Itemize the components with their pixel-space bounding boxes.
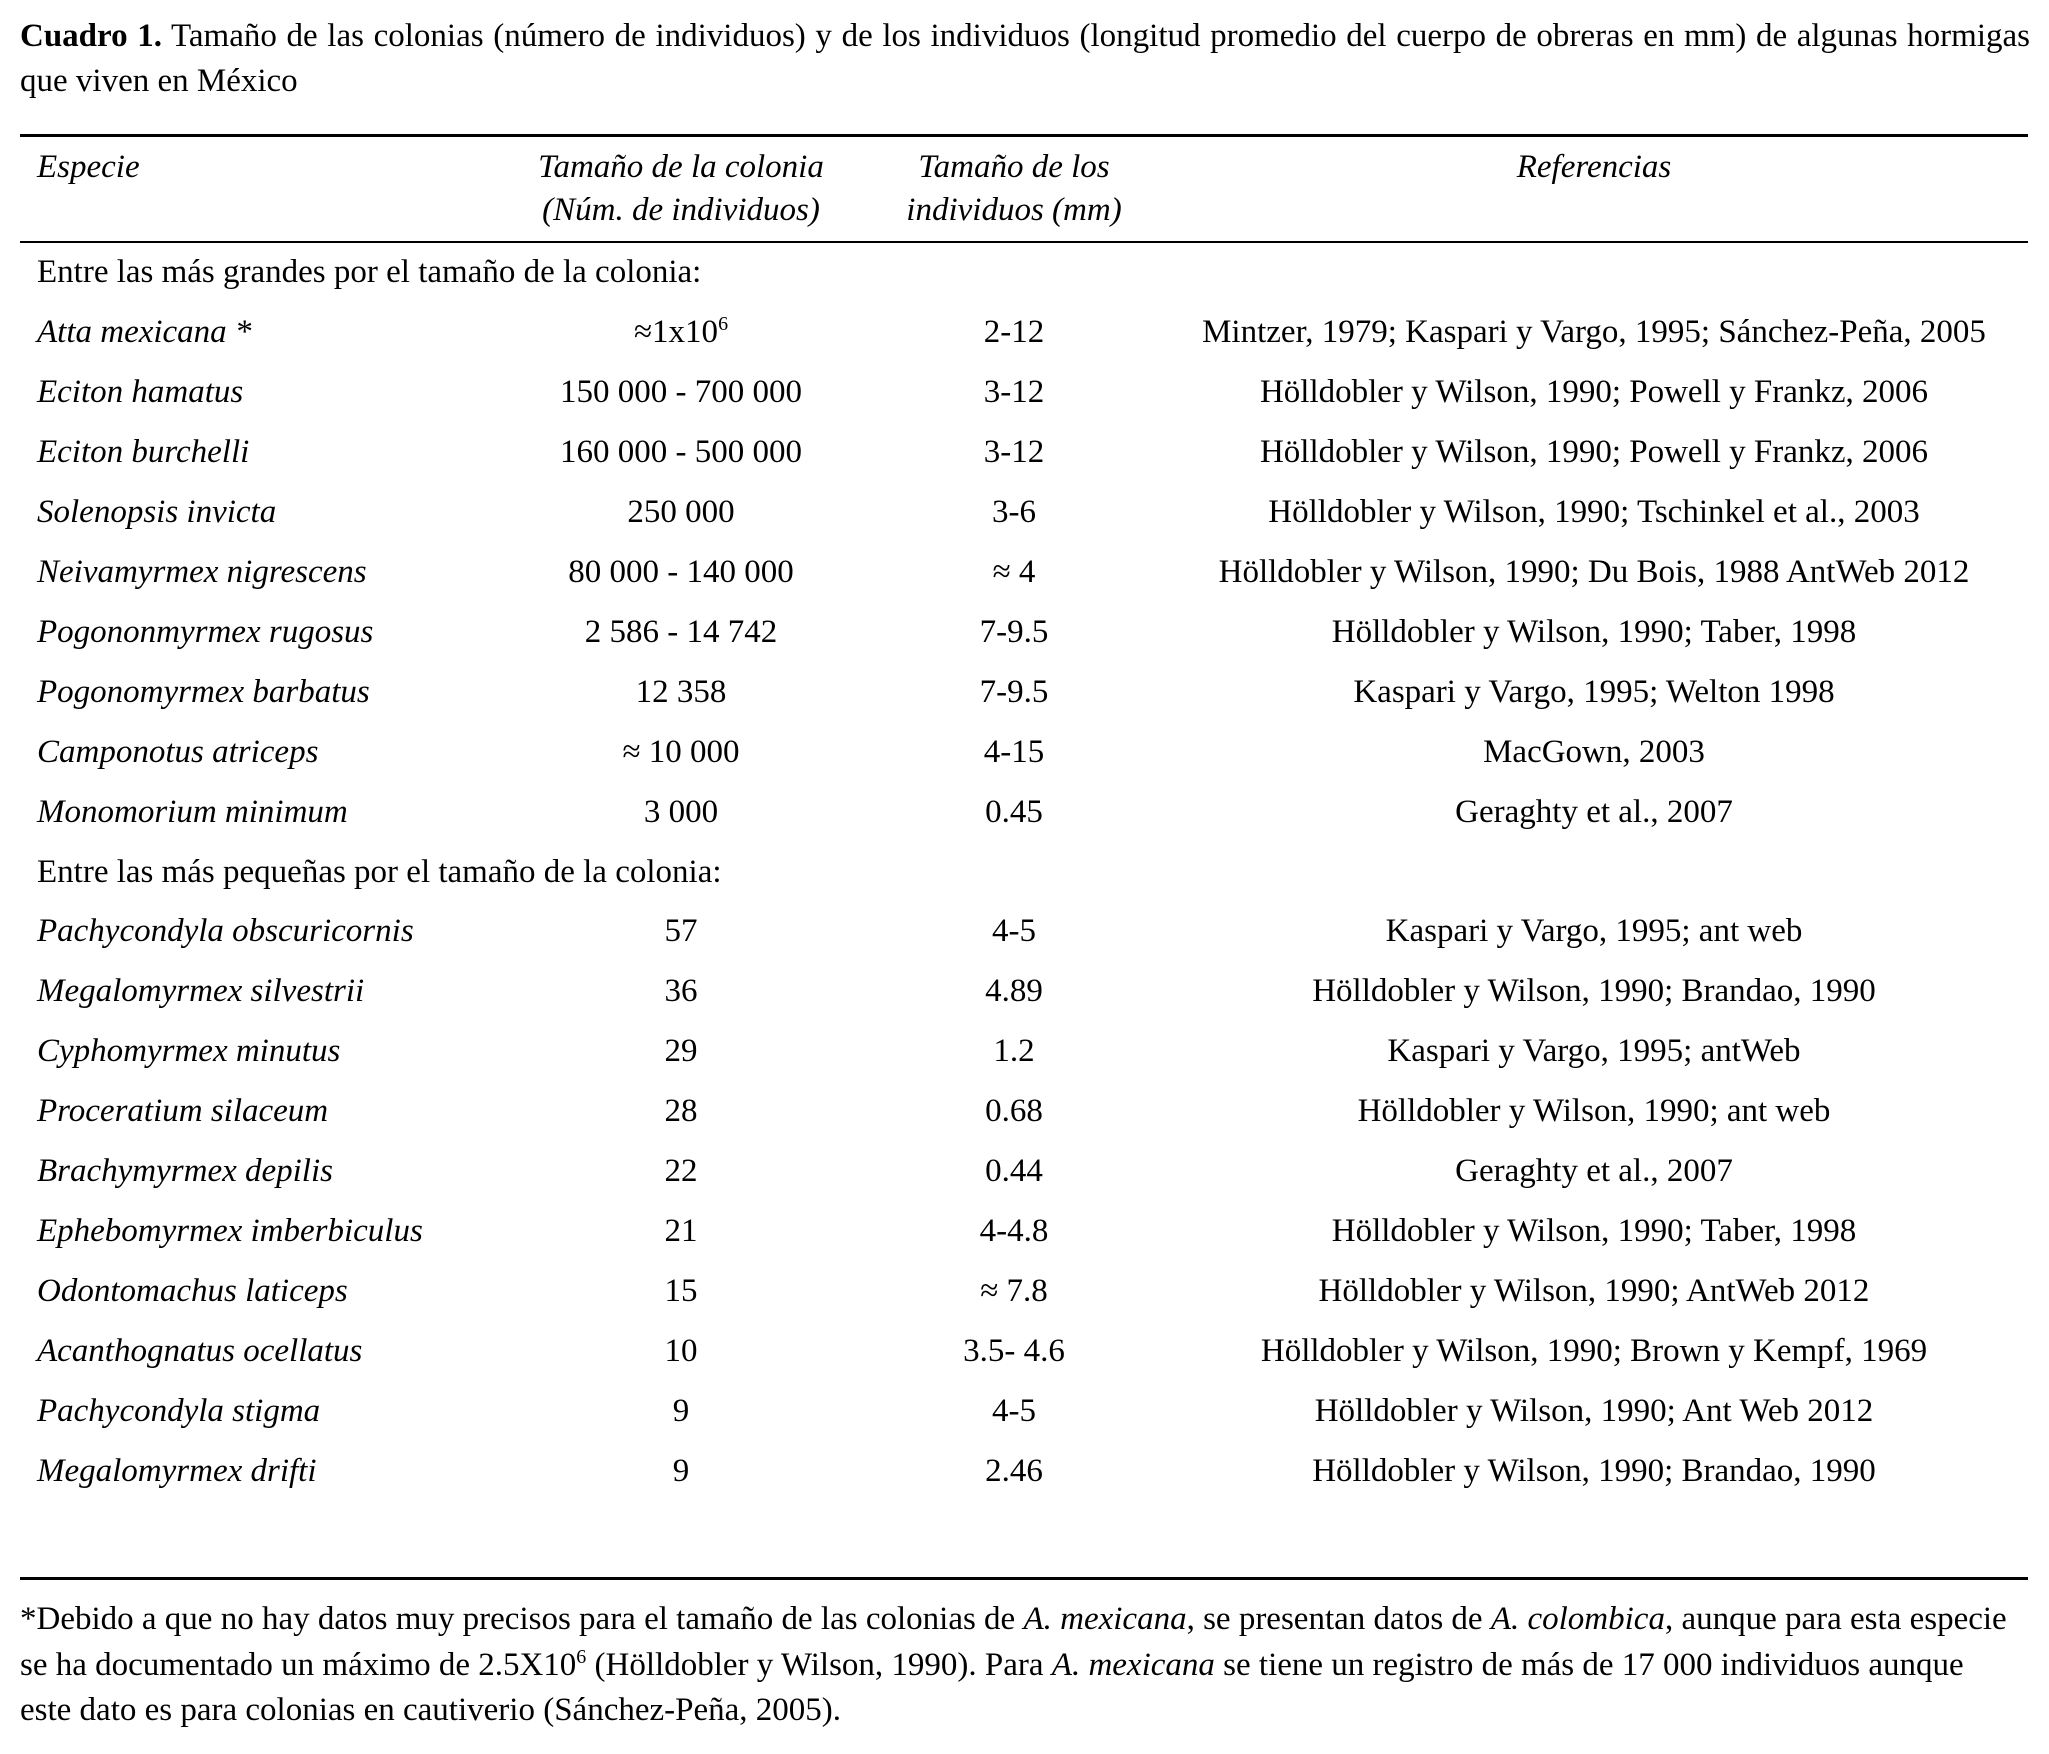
colony-size-cell — [500, 730, 862, 776]
caption-label: Cuadro 1. — [20, 18, 162, 54]
table-row — [0, 909, 2049, 969]
table-row — [0, 310, 2049, 370]
references: Hölldobler y Wilson, 1990; Taber, 1998 — [1331, 1213, 1857, 1249]
species-name: Ephebomyrmex imberbiculus — [37, 1213, 423, 1249]
table-row — [0, 730, 2049, 790]
individual-size: 3-12 — [983, 373, 1045, 410]
species-name: Neivamyrmex nigrescens — [37, 553, 367, 590]
top-rule — [20, 134, 2028, 137]
footnote-text: (Hölldobler y Wilson, 1990). Para — [586, 1646, 1052, 1683]
colony-size-cell — [500, 370, 862, 416]
individual-size: 3.5- 4.6 — [963, 1333, 1065, 1369]
individual-size: 1.2 — [993, 1033, 1035, 1069]
colony-size-value: 57 — [664, 913, 698, 949]
colony-size-value: 10 — [664, 1333, 698, 1369]
references: Hölldobler y Wilson, 1990; ant web — [1357, 1093, 1831, 1129]
table-row — [0, 1149, 2049, 1209]
individual-size: 0.45 — [985, 793, 1043, 830]
header-size-line1: Tamaño de los — [918, 149, 1110, 185]
references: Kaspari y Vargo, 1995; Welton 1998 — [1353, 673, 1835, 710]
references: MacGown, 2003 — [1483, 733, 1705, 770]
table-row — [0, 1389, 2049, 1449]
header-colony-line1: Tamaño de la colonia — [538, 149, 824, 185]
footnote-species: A. colombica — [1490, 1601, 1665, 1637]
references: Geraghty et al., 2007 — [1455, 1153, 1733, 1189]
references: Kaspari y Vargo, 1995; ant web — [1385, 913, 1803, 949]
references: Hölldobler y Wilson, 1990; Ant Web 2012 — [1314, 1393, 1874, 1429]
species-name: Atta mexicana * — [37, 313, 252, 350]
colony-size-value: ≈ 10 000 — [622, 733, 740, 770]
table-row — [0, 1269, 2049, 1329]
individual-size: 4-5 — [992, 913, 1036, 949]
colony-size-cell — [500, 430, 862, 476]
colony-size-value: 80 000 - 140 000 — [568, 553, 794, 590]
footnote-species: A. mexicana — [1023, 1601, 1187, 1637]
table-row — [0, 1329, 2049, 1389]
footnote-exponent: 6 — [576, 1645, 587, 1668]
individual-size: 3-6 — [992, 493, 1036, 530]
colony-size-cell — [500, 1089, 862, 1135]
colony-size-cell — [500, 310, 862, 356]
footnote-species: A. mexicana — [1051, 1646, 1215, 1683]
table-row — [0, 1449, 2049, 1509]
individual-size: ≈ 4 — [992, 553, 1036, 590]
colony-size-exponent: 6 — [718, 312, 729, 335]
references: Hölldobler y Wilson, 1990; Powell y Frankz, 2006 — [1259, 373, 1929, 410]
references: Hölldobler y Wilson, 1990; Powell y Frankz, 2006 — [1259, 433, 1929, 470]
species-name: Eciton burchelli — [37, 433, 250, 470]
species-name: Megalomyrmex drifti — [37, 1453, 317, 1489]
individual-size: 4.89 — [985, 973, 1043, 1009]
footnote-text: , aunque para esta especie se ha documentado un máximo de 2.5X10 — [20, 1601, 2007, 1683]
individual-size: 2-12 — [983, 313, 1045, 350]
table-row — [0, 610, 2049, 670]
species-name: Odontomachus laticeps — [37, 1273, 348, 1309]
colony-size-cell — [500, 1449, 862, 1495]
individual-size: 4-5 — [992, 1393, 1036, 1429]
colony-size-cell — [500, 790, 862, 836]
references: Hölldobler y Wilson, 1990; Du Bois, 1988 AntWeb 2012 — [1218, 553, 1970, 590]
individual-size: 3-12 — [983, 433, 1045, 470]
header-individual-size — [870, 146, 1158, 232]
species-name: Pogononmyrmex rugosus — [37, 613, 374, 650]
colony-size-value: ≈1x10 — [633, 313, 719, 350]
colony-size-value: 3 000 — [643, 793, 719, 830]
colony-size-value: 9 — [672, 1453, 690, 1489]
colony-size-value: 21 — [664, 1213, 698, 1249]
header-references: Referencias — [1516, 149, 1672, 185]
header-species: Especie — [37, 149, 140, 185]
section-heading: Entre las más grandes por el tamaño de la colonia: — [37, 254, 702, 290]
table-row — [0, 1029, 2049, 1089]
references: Hölldobler y Wilson, 1990; Brandao, 1990 — [1312, 1453, 1876, 1489]
references: Hölldobler y Wilson, 1990; Brandao, 1990 — [1312, 973, 1876, 1009]
references: Hölldobler y Wilson, 1990; Tschinkel et al., 2003 — [1268, 493, 1920, 530]
colony-size-value: 36 — [664, 973, 698, 1009]
species-name: Proceratium silaceum — [37, 1093, 329, 1129]
colony-size-value: 29 — [664, 1033, 698, 1069]
footnote-text: , se presentan datos de — [1186, 1601, 1491, 1637]
individual-size: 0.44 — [985, 1153, 1043, 1189]
colony-size-cell — [500, 610, 862, 656]
colony-size-value: 160 000 - 500 000 — [560, 433, 802, 470]
references: Geraghty et al., 2007 — [1455, 793, 1733, 830]
header-size-line2: individuos (mm) — [906, 192, 1122, 228]
section-heading: Entre las más pequeñas por el tamaño de la colonia: — [37, 853, 722, 890]
references: Kaspari y Vargo, 1995; antWeb — [1387, 1033, 1801, 1069]
references: Hölldobler y Wilson, 1990; AntWeb 2012 — [1318, 1273, 1870, 1309]
species-name: Megalomyrmex silvestrii — [37, 973, 365, 1009]
individual-size: 2.46 — [985, 1453, 1043, 1489]
table-row — [0, 1089, 2049, 1149]
colony-size-value: 28 — [664, 1093, 698, 1129]
table-row — [0, 969, 2049, 1029]
individual-size: 7-9.5 — [979, 673, 1049, 710]
species-name: Pachycondyla stigma — [37, 1393, 321, 1429]
header-colony-line2: (Núm. de individuos) — [542, 192, 820, 228]
references: Hölldobler y Wilson, 1990; Taber, 1998 — [1331, 613, 1857, 650]
species-name: Camponotus atriceps — [37, 733, 319, 770]
footnote-text: *Debido a que no hay datos muy precisos para el tamaño de las colonias de — [20, 1601, 1024, 1637]
species-name: Brachymyrmex depilis — [37, 1153, 333, 1189]
colony-size-cell — [500, 1329, 862, 1375]
table-caption — [20, 14, 2030, 104]
table-row — [0, 790, 2049, 850]
individual-size: 7-9.5 — [979, 613, 1049, 650]
colony-size-cell — [500, 1149, 862, 1195]
table-row — [0, 550, 2049, 610]
species-name: Monomorium minimum — [37, 793, 348, 830]
references: Hölldobler y Wilson, 1990; Brown y Kempf, 1969 — [1260, 1333, 1928, 1369]
colony-size-value: 9 — [672, 1393, 690, 1429]
footnote — [20, 1597, 2010, 1734]
footnote-text: se tiene un registro de más de 17 000 individuos aunque este dato es para colonias en cautiverio (Sánchez-Peña, 2005). — [20, 1646, 1964, 1728]
species-name: Cyphomyrmex minutus — [37, 1033, 341, 1069]
caption-text: Tamaño de las colonias (número de individuos) y de los individuos (longitud promedio del cuerpo de obreras en mm) de algunas hormigas que viven en México — [20, 18, 2031, 99]
table-row — [0, 490, 2049, 550]
table-row — [0, 670, 2049, 730]
colony-size-cell — [500, 1029, 862, 1075]
individual-size: 0.68 — [985, 1093, 1043, 1129]
colony-size-cell — [500, 1389, 862, 1435]
header-rule — [20, 241, 2028, 243]
colony-size-cell — [500, 909, 862, 955]
individual-size: ≈ 7.8 — [980, 1273, 1048, 1309]
bottom-rule — [20, 1577, 2028, 1580]
species-name: Solenopsis invicta — [37, 493, 277, 530]
species-name: Acanthognatus ocellatus — [37, 1333, 363, 1369]
table-row — [0, 1209, 2049, 1269]
individual-size: 4-4.8 — [979, 1213, 1049, 1249]
colony-size-value: 150 000 - 700 000 — [560, 373, 802, 410]
colony-size-value: 12 358 — [635, 673, 727, 710]
table-body — [0, 250, 2049, 1509]
colony-size-cell — [500, 490, 862, 536]
species-name: Pachycondyla obscuricornis — [37, 913, 414, 949]
colony-size-cell — [500, 969, 862, 1015]
individual-size: 4-15 — [983, 733, 1045, 770]
species-name: Pogonomyrmex barbatus — [37, 673, 370, 710]
colony-size-cell — [500, 550, 862, 596]
colony-size-cell — [500, 1269, 862, 1315]
table-row — [0, 430, 2049, 490]
table-row — [0, 370, 2049, 430]
species-name: Eciton hamatus — [37, 373, 244, 410]
colony-size-value: 15 — [664, 1273, 698, 1309]
colony-size-value: 22 — [664, 1153, 698, 1189]
references: Mintzer, 1979; Kaspari y Vargo, 1995; Sánchez-Peña, 2005 — [1202, 313, 1986, 350]
colony-size-cell — [500, 1209, 862, 1255]
colony-size-cell — [500, 670, 862, 716]
header-colony-size — [500, 146, 862, 232]
colony-size-value: 250 000 — [627, 493, 735, 530]
colony-size-value: 2 586 - 14 742 — [584, 613, 778, 650]
